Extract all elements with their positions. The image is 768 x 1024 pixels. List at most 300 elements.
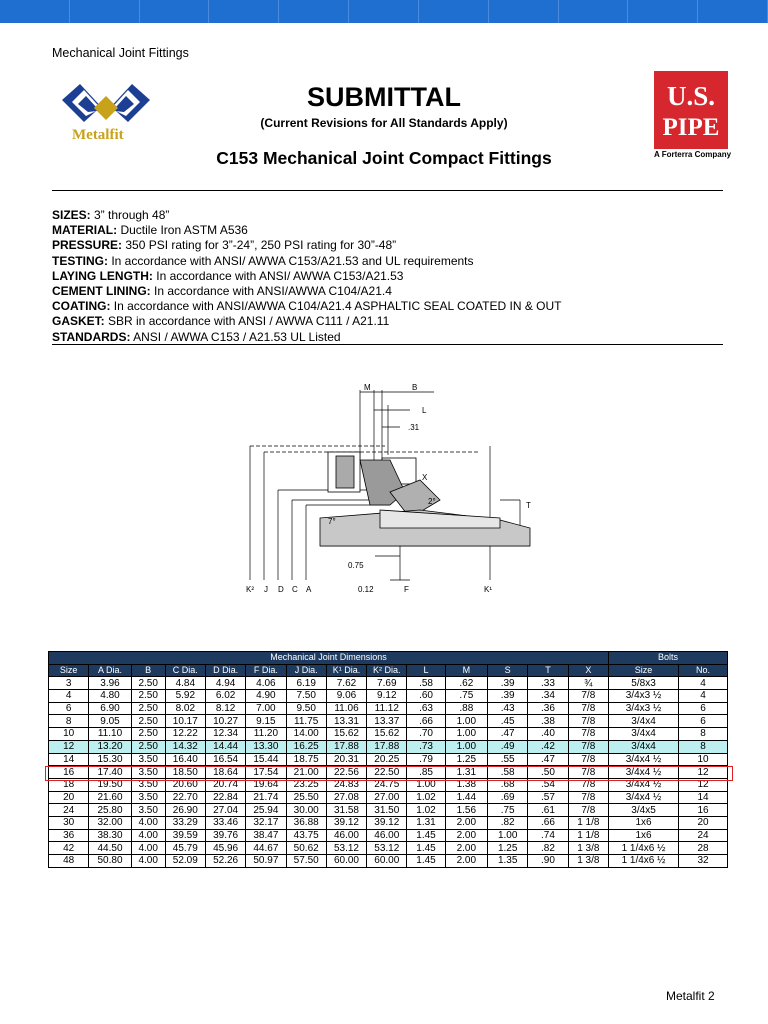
table-cell: 27.08 bbox=[326, 791, 366, 804]
table-cell: 57.50 bbox=[286, 855, 326, 868]
table-cell: 1.56 bbox=[445, 804, 487, 817]
product-title: C153 Mechanical Joint Compact Fittings bbox=[216, 148, 552, 168]
label-m: M bbox=[364, 383, 371, 392]
label-k2: K² bbox=[246, 585, 254, 594]
column-header: A Dia. bbox=[89, 664, 131, 677]
table-cell: 15.62 bbox=[326, 728, 366, 741]
table-cell: .82 bbox=[528, 842, 568, 855]
table-cell: 22.50 bbox=[367, 766, 407, 779]
label-2deg: 2° bbox=[428, 497, 436, 506]
label-k1: K¹ bbox=[484, 585, 492, 594]
table-cell: 7/8 bbox=[568, 766, 608, 779]
table-cell: .54 bbox=[528, 778, 568, 791]
table-cell: 4.94 bbox=[205, 677, 245, 690]
table-cell: 6.19 bbox=[286, 677, 326, 690]
table-cell: .50 bbox=[528, 766, 568, 779]
label-x: X bbox=[422, 473, 428, 482]
spec-gasket bbox=[52, 314, 732, 329]
table-cell: 20.25 bbox=[367, 753, 407, 766]
column-header: D Dia. bbox=[205, 664, 245, 677]
table-cell: 24.83 bbox=[326, 778, 366, 791]
column-header: X bbox=[568, 664, 608, 677]
table-cell: 9.15 bbox=[246, 715, 286, 728]
table-cell: 14.32 bbox=[165, 740, 205, 753]
table-cell: .34 bbox=[528, 690, 568, 703]
table-cell: 4.00 bbox=[131, 816, 165, 829]
table-row bbox=[49, 804, 728, 817]
table-row bbox=[49, 778, 728, 791]
table-cell: 4.00 bbox=[131, 855, 165, 868]
table-cell: 3/4x4 ½ bbox=[609, 766, 679, 779]
column-header: K¹ Dia. bbox=[326, 664, 366, 677]
specs-divider bbox=[52, 344, 723, 345]
table-cell: .55 bbox=[488, 753, 528, 766]
spec-standards bbox=[52, 330, 732, 345]
table-cell: 1 1/8 bbox=[568, 816, 608, 829]
table-row bbox=[49, 829, 728, 842]
table-cell: 22.56 bbox=[326, 766, 366, 779]
table-column-header-row bbox=[49, 664, 728, 677]
label-t: T bbox=[526, 501, 531, 510]
table-cell: 17.88 bbox=[367, 740, 407, 753]
table-cell: .69 bbox=[488, 791, 528, 804]
table-cell: 7/8 bbox=[568, 778, 608, 791]
table-cell: .47 bbox=[528, 753, 568, 766]
table-row bbox=[49, 753, 728, 766]
table-row bbox=[49, 766, 728, 779]
table-cell: .90 bbox=[528, 855, 568, 868]
spec-sizes bbox=[52, 208, 732, 223]
label-012: 0.12 bbox=[358, 585, 374, 594]
table-cell: 6.02 bbox=[205, 690, 245, 703]
table-cell: .57 bbox=[528, 791, 568, 804]
header-divider bbox=[52, 190, 723, 191]
table-cell: 1.00 bbox=[445, 728, 487, 741]
spec-testing bbox=[52, 254, 732, 269]
table-row bbox=[49, 842, 728, 855]
page-title: SUBMITTAL bbox=[307, 82, 461, 112]
table-cell: 42 bbox=[49, 842, 89, 855]
label-075: 0.75 bbox=[348, 561, 364, 570]
table-cell: 45.96 bbox=[205, 842, 245, 855]
table-cell: 20.31 bbox=[326, 753, 366, 766]
table-cell: 11.12 bbox=[367, 702, 407, 715]
table-cell: 3/4x4 ½ bbox=[609, 778, 679, 791]
label-f: F bbox=[404, 585, 409, 594]
table-cell: 3/4x4 bbox=[609, 728, 679, 741]
table-cell: 18.64 bbox=[205, 766, 245, 779]
table-cell: .45 bbox=[488, 715, 528, 728]
table-cell: 31.58 bbox=[326, 804, 366, 817]
table-cell: .66 bbox=[407, 715, 445, 728]
table-cell: 31.50 bbox=[367, 804, 407, 817]
table-cell: 19.50 bbox=[89, 778, 131, 791]
table-cell: 9.50 bbox=[286, 702, 326, 715]
table-cell: 7.69 bbox=[367, 677, 407, 690]
table-cell: 7.62 bbox=[326, 677, 366, 690]
table-cell: 18 bbox=[49, 778, 89, 791]
table-cell: 53.12 bbox=[367, 842, 407, 855]
table-cell: 12 bbox=[49, 740, 89, 753]
table-cell: 3/4x3 ½ bbox=[609, 690, 679, 703]
table-cell: 16 bbox=[679, 804, 728, 817]
table-cell: 3 bbox=[49, 677, 89, 690]
table-cell: 17.54 bbox=[246, 766, 286, 779]
table-cell: 10.27 bbox=[205, 715, 245, 728]
table-cell: 27.04 bbox=[205, 804, 245, 817]
table-row bbox=[49, 728, 728, 741]
table-cell: 1.45 bbox=[407, 829, 445, 842]
table-cell: .33 bbox=[528, 677, 568, 690]
table-cell: 10.17 bbox=[165, 715, 205, 728]
spec-label: TESTING: bbox=[52, 253, 108, 268]
table-cell: 17.88 bbox=[326, 740, 366, 753]
table-cell: 8 bbox=[49, 715, 89, 728]
table-cell: .43 bbox=[488, 702, 528, 715]
table-cell: .38 bbox=[528, 715, 568, 728]
table-cell: 33.46 bbox=[205, 816, 245, 829]
table-cell: 32 bbox=[679, 855, 728, 868]
table-cell: 4.00 bbox=[131, 842, 165, 855]
table-cell: 6 bbox=[49, 702, 89, 715]
table-cell: ¾ bbox=[568, 677, 608, 690]
table-cell: 4.06 bbox=[246, 677, 286, 690]
table-cell: 3.50 bbox=[131, 804, 165, 817]
table-cell: 28 bbox=[679, 842, 728, 855]
table-cell: 18.75 bbox=[286, 753, 326, 766]
table-cell: 16 bbox=[49, 766, 89, 779]
table-cell: 7/8 bbox=[568, 740, 608, 753]
table-cell: 1.31 bbox=[407, 816, 445, 829]
table-cell: 24 bbox=[49, 804, 89, 817]
table-cell: 8 bbox=[679, 740, 728, 753]
column-header: L bbox=[407, 664, 445, 677]
table-cell: .75 bbox=[488, 804, 528, 817]
table-cell: 2.00 bbox=[445, 842, 487, 855]
table-cell: 38.30 bbox=[89, 829, 131, 842]
table-cell: 4.84 bbox=[165, 677, 205, 690]
table-cell: 13.37 bbox=[367, 715, 407, 728]
label-7deg: 7° bbox=[328, 517, 336, 526]
table-cell: 48 bbox=[49, 855, 89, 868]
table-cell: 7/8 bbox=[568, 715, 608, 728]
table-cell: 53.12 bbox=[326, 842, 366, 855]
table-cell: 8.12 bbox=[205, 702, 245, 715]
table-cell: 33.29 bbox=[165, 816, 205, 829]
table-cell: 1.25 bbox=[445, 753, 487, 766]
label-031: .31 bbox=[408, 423, 420, 432]
page-subtitle: (Current Revisions for All Standards Apply) bbox=[260, 116, 508, 130]
table-cell: 9.05 bbox=[89, 715, 131, 728]
table-cell: 24 bbox=[679, 829, 728, 842]
table-cell: 14 bbox=[679, 791, 728, 804]
table-cell: .39 bbox=[488, 677, 528, 690]
table-cell: 45.79 bbox=[165, 842, 205, 855]
label-b: B bbox=[412, 383, 418, 392]
table-cell: 21.74 bbox=[246, 791, 286, 804]
table-cell: 15.62 bbox=[367, 728, 407, 741]
table-cell: 1 3/8 bbox=[568, 855, 608, 868]
table-cell: 1 3/8 bbox=[568, 842, 608, 855]
table-cell: 22.84 bbox=[205, 791, 245, 804]
table-cell: 44.67 bbox=[246, 842, 286, 855]
table-cell: 60.00 bbox=[326, 855, 366, 868]
table-cell: 14.00 bbox=[286, 728, 326, 741]
column-header: T bbox=[528, 664, 568, 677]
table-cell: .40 bbox=[528, 728, 568, 741]
spec-label: COATING: bbox=[52, 299, 111, 314]
label-l: L bbox=[422, 406, 427, 415]
column-header: F Dia. bbox=[246, 664, 286, 677]
table-cell: 20 bbox=[679, 816, 728, 829]
table-cell: 7/8 bbox=[568, 791, 608, 804]
table-cell: 7.00 bbox=[246, 702, 286, 715]
metalfit-logo-text: Metalfit bbox=[72, 127, 124, 143]
column-header: K² Dia. bbox=[367, 664, 407, 677]
table-cell: 30.00 bbox=[286, 804, 326, 817]
table-cell: 3.50 bbox=[131, 753, 165, 766]
table-cell: 4.90 bbox=[246, 690, 286, 703]
table-cell: 36 bbox=[49, 829, 89, 842]
svg-text:U.S.: U.S. bbox=[666, 81, 716, 111]
table-cell: 19.64 bbox=[246, 778, 286, 791]
spec-laying-length bbox=[52, 269, 732, 284]
label-d: D bbox=[278, 585, 284, 594]
spec-label: CEMENT LINING: bbox=[52, 284, 151, 299]
column-header: C Dia. bbox=[165, 664, 205, 677]
table-cell: 7/8 bbox=[568, 804, 608, 817]
table-cell: 16.54 bbox=[205, 753, 245, 766]
table-cell: 9.06 bbox=[326, 690, 366, 703]
spec-coating bbox=[52, 299, 732, 314]
table-cell: 4 bbox=[679, 677, 728, 690]
table-cell: 3/4x3 ½ bbox=[609, 702, 679, 715]
table-cell: 32.17 bbox=[246, 816, 286, 829]
spec-value: In accordance with ANSI/ AWWA C153/A21.53 and UL requirements bbox=[108, 253, 474, 268]
table-cell: 1.31 bbox=[445, 766, 487, 779]
table-row bbox=[49, 715, 728, 728]
column-header: B bbox=[131, 664, 165, 677]
table-cell: 7/8 bbox=[568, 753, 608, 766]
table-cell: 6 bbox=[679, 702, 728, 715]
table-cell: 44.50 bbox=[89, 842, 131, 855]
table-cell: 24.75 bbox=[367, 778, 407, 791]
joint-cross-section-drawing bbox=[240, 380, 540, 600]
table-cell: 2.50 bbox=[131, 715, 165, 728]
table-cell: 25.50 bbox=[286, 791, 326, 804]
table-cell: 3/4x4 ½ bbox=[609, 791, 679, 804]
table-cell: .60 bbox=[407, 690, 445, 703]
column-header: Size bbox=[609, 664, 679, 677]
table-cell: .63 bbox=[407, 702, 445, 715]
table-cell: 12.34 bbox=[205, 728, 245, 741]
column-header: M bbox=[445, 664, 487, 677]
table-cell: 1x6 bbox=[609, 829, 679, 842]
table-cell: 2.50 bbox=[131, 690, 165, 703]
spec-label: PRESSURE: bbox=[52, 238, 123, 253]
table-row bbox=[49, 690, 728, 703]
table-cell: .70 bbox=[407, 728, 445, 741]
table-cell: 1.02 bbox=[407, 804, 445, 817]
table-row bbox=[49, 740, 728, 753]
table-cell: 3.96 bbox=[89, 677, 131, 690]
table-cell: .42 bbox=[528, 740, 568, 753]
table-cell: 60.00 bbox=[367, 855, 407, 868]
table-cell: 38.47 bbox=[246, 829, 286, 842]
table-cell: 1x6 bbox=[609, 816, 679, 829]
table-cell: .85 bbox=[407, 766, 445, 779]
table-cell: 11.20 bbox=[246, 728, 286, 741]
table-cell: 1.00 bbox=[445, 740, 487, 753]
table-cell: 43.75 bbox=[286, 829, 326, 842]
table-cell: 20.60 bbox=[165, 778, 205, 791]
table-group-header-row bbox=[49, 652, 728, 665]
table-cell: 52.26 bbox=[205, 855, 245, 868]
table-cell: 16.40 bbox=[165, 753, 205, 766]
table-cell: 50.97 bbox=[246, 855, 286, 868]
table-cell: 4.00 bbox=[131, 829, 165, 842]
table-cell: 3.50 bbox=[131, 791, 165, 804]
table-cell: 11.06 bbox=[326, 702, 366, 715]
table-cell: 10 bbox=[49, 728, 89, 741]
table-cell: 21.60 bbox=[89, 791, 131, 804]
table-cell: 13.20 bbox=[89, 740, 131, 753]
table-cell: .79 bbox=[407, 753, 445, 766]
table-cell: 18.50 bbox=[165, 766, 205, 779]
table-cell: 1.38 bbox=[445, 778, 487, 791]
table-cell: 1.35 bbox=[488, 855, 528, 868]
table-cell: 10 bbox=[679, 753, 728, 766]
spec-value: In accordance with ANSI/ AWWA C153/A21.53 bbox=[152, 268, 404, 283]
spec-label: MATERIAL: bbox=[52, 223, 118, 238]
spec-value: 350 PSI rating for 3”-24”, 250 PSI rating for 30”-48” bbox=[122, 238, 397, 253]
table-cell: 25.80 bbox=[89, 804, 131, 817]
table-cell: 39.59 bbox=[165, 829, 205, 842]
page-footer: Metalfit 2 bbox=[666, 989, 715, 1003]
table-cell: .66 bbox=[528, 816, 568, 829]
table-cell: 36.88 bbox=[286, 816, 326, 829]
table-cell: 39.76 bbox=[205, 829, 245, 842]
table-cell: 25.94 bbox=[246, 804, 286, 817]
table-cell: 27.00 bbox=[367, 791, 407, 804]
table-cell: 2.50 bbox=[131, 677, 165, 690]
table-cell: .39 bbox=[488, 690, 528, 703]
table-cell: 1.25 bbox=[488, 842, 528, 855]
table-cell: 23.25 bbox=[286, 778, 326, 791]
table-cell: 7.50 bbox=[286, 690, 326, 703]
table-cell: 2.00 bbox=[445, 829, 487, 842]
table-cell: 6 bbox=[679, 715, 728, 728]
table-row bbox=[49, 702, 728, 715]
svg-text:PIPE: PIPE bbox=[662, 114, 720, 141]
table-cell: 2.00 bbox=[445, 816, 487, 829]
table-cell: 1.02 bbox=[407, 791, 445, 804]
table-cell: 30 bbox=[49, 816, 89, 829]
us-pipe-tagline: A Forterra Company bbox=[654, 150, 732, 159]
table-cell: 1.45 bbox=[407, 842, 445, 855]
table-row bbox=[49, 816, 728, 829]
table-cell: 6.90 bbox=[89, 702, 131, 715]
table-cell: 2.50 bbox=[131, 702, 165, 715]
spec-list bbox=[52, 208, 732, 345]
table-cell: 15.44 bbox=[246, 753, 286, 766]
table-cell: 20.74 bbox=[205, 778, 245, 791]
spec-label: SIZES: bbox=[52, 208, 91, 222]
table-cell: 2.50 bbox=[131, 728, 165, 741]
spec-value: SBR in accordance with ANSI / AWWA C111 / A21.11 bbox=[104, 314, 390, 329]
spec-label: STANDARDS: bbox=[52, 329, 131, 344]
table-cell: 4 bbox=[679, 690, 728, 703]
table-cell: 1.44 bbox=[445, 791, 487, 804]
table-cell: 46.00 bbox=[326, 829, 366, 842]
table-cell: .88 bbox=[445, 702, 487, 715]
table-cell: 1.00 bbox=[488, 829, 528, 842]
spec-pressure bbox=[52, 238, 732, 253]
table-cell: 17.40 bbox=[89, 766, 131, 779]
table-cell: 5.92 bbox=[165, 690, 205, 703]
table-cell: .75 bbox=[445, 690, 487, 703]
table-cell: 2.00 bbox=[445, 855, 487, 868]
table-cell: 32.00 bbox=[89, 816, 131, 829]
table-cell: .36 bbox=[528, 702, 568, 715]
spec-label: GASKET: bbox=[52, 314, 105, 329]
spec-value: In accordance with ANSI/AWWA C104/A21.4 ASPHALTIC SEAL COATED IN & OUT bbox=[110, 299, 562, 314]
table-cell: 4.80 bbox=[89, 690, 131, 703]
top-bar bbox=[0, 0, 768, 23]
table-cell: 3/4x5 bbox=[609, 804, 679, 817]
table-cell: 16.25 bbox=[286, 740, 326, 753]
spec-value: Ductile Iron ASTM A536 bbox=[117, 223, 248, 238]
spec-value: In accordance with ANSI/AWWA C104/A21.4 bbox=[150, 284, 392, 299]
table-cell: 3.50 bbox=[131, 766, 165, 779]
table-cell: .73 bbox=[407, 740, 445, 753]
table-cell: 13.30 bbox=[246, 740, 286, 753]
table-cell: 50.80 bbox=[89, 855, 131, 868]
table-cell: .49 bbox=[488, 740, 528, 753]
spec-value: 3” through 48” bbox=[90, 208, 170, 222]
table-cell: 52.09 bbox=[165, 855, 205, 868]
table-cell: 9.12 bbox=[367, 690, 407, 703]
spec-cement-lining bbox=[52, 284, 732, 299]
table-cell: 15.30 bbox=[89, 753, 131, 766]
table-cell: 21.00 bbox=[286, 766, 326, 779]
table-cell: .58 bbox=[407, 677, 445, 690]
us-pipe-logo-icon bbox=[654, 71, 728, 149]
table-cell: 14 bbox=[49, 753, 89, 766]
table-cell: 12.22 bbox=[165, 728, 205, 741]
table-cell: 4 bbox=[49, 690, 89, 703]
table-cell: .68 bbox=[488, 778, 528, 791]
table-cell: 3/4x4 ½ bbox=[609, 753, 679, 766]
table-cell: 7/8 bbox=[568, 728, 608, 741]
table-cell: 1.45 bbox=[407, 855, 445, 868]
table-cell: 2.50 bbox=[131, 740, 165, 753]
label-c: C bbox=[292, 585, 298, 594]
table-cell: .82 bbox=[488, 816, 528, 829]
table-cell: 39.12 bbox=[326, 816, 366, 829]
label-j: J bbox=[264, 585, 268, 594]
table-cell: 22.70 bbox=[165, 791, 205, 804]
table-cell: 3/4x4 bbox=[609, 740, 679, 753]
column-header: J Dia. bbox=[286, 664, 326, 677]
table-cell: 11.75 bbox=[286, 715, 326, 728]
table-cell: 39.12 bbox=[367, 816, 407, 829]
table-cell: 8.02 bbox=[165, 702, 205, 715]
group-header: Mechanical Joint Dimensions bbox=[49, 652, 609, 665]
column-header: No. bbox=[679, 664, 728, 677]
table-cell: .47 bbox=[488, 728, 528, 741]
table-cell: 1.00 bbox=[445, 715, 487, 728]
